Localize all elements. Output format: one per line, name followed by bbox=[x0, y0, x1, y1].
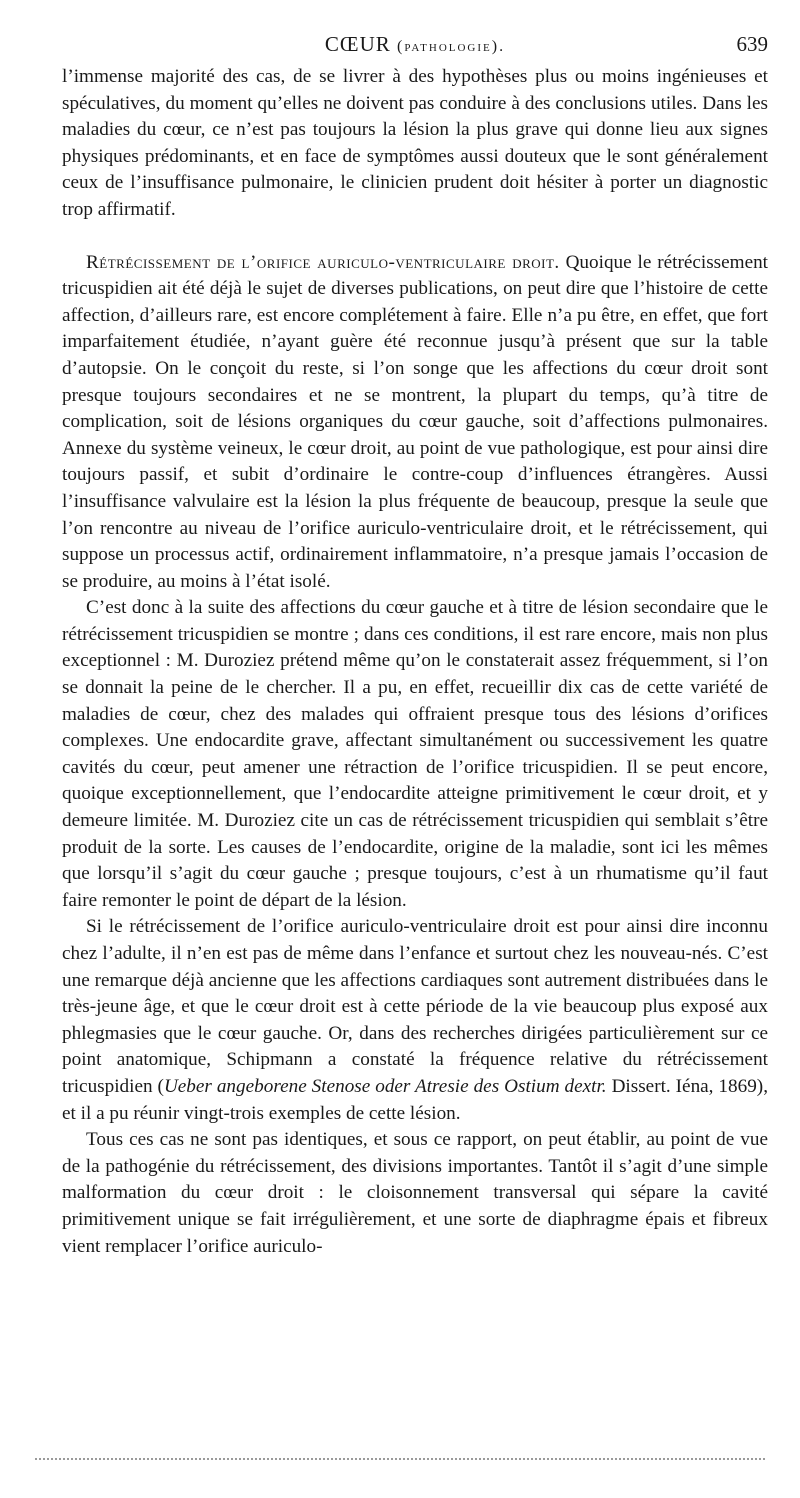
footer-dotted-rule bbox=[35, 1458, 765, 1460]
paragraph-continued: l’immense majorité des cas, de se livrer à des hypothèses plus ou moins ingénieuses et spéculatives, du moment qu’elles ne doivent pas conduire à des conclusions utiles. Dans les maladies du cœur, ce n’est pas toujours la lésion la plus grave qui donne lieu aux signes physiques prédominants, et en face de symptômes aussi douteux que le sont généralement ceux de l’insuffisance pulmonaire, le clinicien prudent doit hésiter à porter un diagnostic trop affirmatif. bbox=[62, 66, 768, 220]
paragraph-secondary-lesion: C’est donc à la suite des affections du cœur gauche et à titre de lésion secondaire que le rétrécissement tricuspidien se montre ; dans ces conditions, il est rare encore, mais non plus exceptionnel : M. Duroziez prétend même qu’on le constaterait assez fréquemment, si l’on se donnait la peine de le chercher. Il a pu, en effet, recueillir dix cas de cette variété de maladies de cœur, chez des malades qui offraient presque tous des lésions d’orifices complexes. Une endocardite grave, affectant simultanément ou successivement les quatre cavités du cœur, peut amener une rétraction de l’orifice tricuspidien. Il se peut encore, quoique exceptionnellement, que l’endocardite atteigne primitivement le cœur droit, et y demeure limitée. M. Duroziez cite un cas de rétrécissement tricuspidien qui semblait s’être produit de la sorte. Les causes de l’endocardite, origine de la maladie, sont ici les mêmes que lorsqu’il s’agit du cœur gauche ; presque toujours, c’est à un rhumatisme qu’il faut faire remonter le point de départ de la lésion. bbox=[62, 597, 768, 911]
running-title-main: CŒUR bbox=[324, 32, 391, 56]
paragraph-text-end: Dissert. Iéna, 1869), et il a pu réunir vingt-trois exemples de cette lésion. bbox=[62, 1075, 768, 1124]
page-number: 639 bbox=[736, 32, 768, 56]
paragraph-body: Quoique le rétrécissement tricuspidien ait été déjà le sujet de diverses publications, on peut dire que l’histoire de cette affection, d’ailleurs rare, est encore complétement à faire. Elle n’a pu être, en effet, que fort imparfaitement étudiée, n’ayant guère été reconnue jusqu’à présent que sur la table d’autopsie. On le conçoit du reste, si l’on songe que les affections du cœur droit sont presque toujours secondaires et ne se montrent, la plupart du temps, qu’à titre de complication, soit de lésions organiques du cœur gauche, soit d’affections pulmonaires. Annexe du système veineux, le cœur droit, au point de vue pathologique, est pour ainsi dire toujours passif, et subit d’ordinaire le contre-coup d’influences étrangères. Aussi l’insuffisance valvulaire est la lésion la plus fréquente de beaucoup, presque la seule que l’on rencontre au niveau de l’orifice auriculo-ventriculaire droit, et le rétrécissement, qui suppose un processus actif, ordinairement inflammatoire, n’a presque jamais l’occasion de se produire, au moins à l’état isolé. bbox=[62, 251, 769, 592]
citation-title: Ueber angeborene Stenose oder Atresie des Ostium dextr. bbox=[163, 1075, 607, 1097]
paragraph-newborns bbox=[62, 914, 768, 1127]
paragraph-text: Si le rétrécissement de l’orifice auriculo-ventriculaire droit est pour ainsi dire inconnu chez l’adulte, il n’en est pas de même dans l’enfance et surtout chez les nouveau-nés. C’est une remarque déjà ancienne que les affections cardiaques sont autrement distribuées dans le très-jeune âge, et que le cœur droit est à cette période de la vie beaucoup plus exposé aux phlegmasies que le cœur gauche. Or, dans des recherches dirigées particulièrement sur ce point anatomique, Schipmann a constaté la fréquence relative du rétrécissement tricuspidien ( bbox=[62, 916, 768, 1097]
section-heading: Rétrécissement de l’orifice auriculo-ventriculaire droit. bbox=[86, 251, 560, 273]
paragraph-pathogeny: Tous ces cas ne sont pas identiques, et sous ce rapport, on peut établir, au point de vue de la pathogénie du rétrécissement, des divisions importantes. Tantôt il s’agit d’une simple malformation du cœur droit : le cloisonnement transversal qui sépare la cavité primitivement unique se fait irrégulièrement, et une sorte de diaphragme épais et fibreux vient remplacer l’orifice auriculo- bbox=[62, 1129, 768, 1257]
running-head bbox=[62, 30, 768, 64]
body-text bbox=[62, 64, 768, 1260]
paragraph-tricuspid-stenosis bbox=[62, 250, 768, 596]
section-gap bbox=[62, 224, 768, 250]
running-title bbox=[62, 30, 768, 61]
book-page bbox=[62, 30, 768, 1260]
running-title-subtitle: (pathologie). bbox=[397, 38, 506, 55]
